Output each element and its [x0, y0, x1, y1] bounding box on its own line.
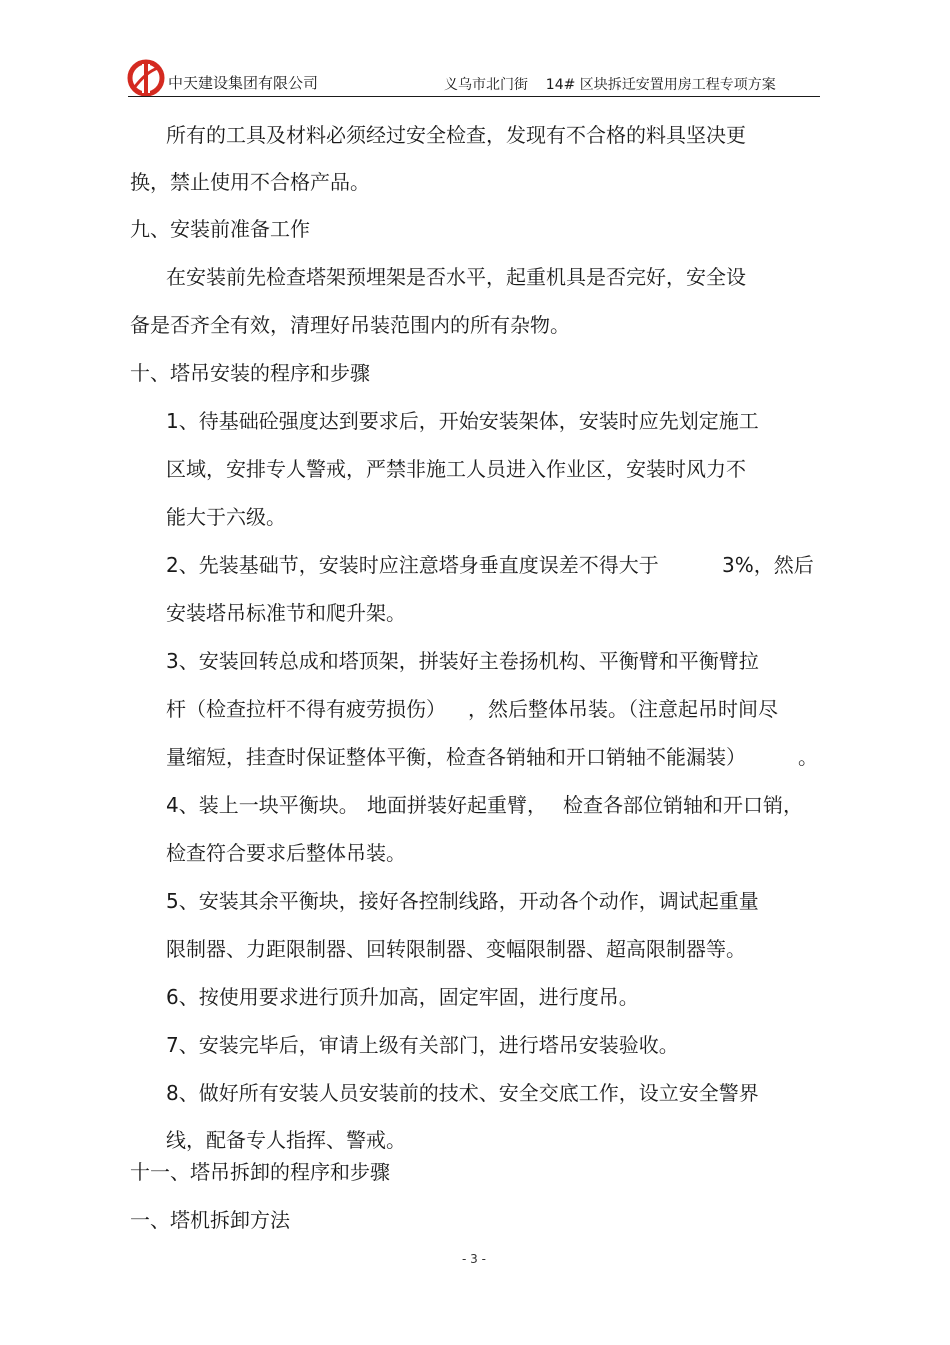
step-1-line: 能大于六级。 — [166, 505, 286, 529]
step-8-line: 8、做好所有安装人员安装前的技术、安全交底工作，设立安全警界 — [166, 1081, 759, 1105]
company-logo — [126, 58, 166, 98]
step-2-line: 3%，然后 — [722, 553, 814, 577]
step-6-line: 6、按使用要求进行顶升加高，固定牢固，进行度吊。 — [166, 985, 639, 1009]
step-2-line: 2、先装基础节，安装时应注意塔身垂直度误差不得大于 — [166, 553, 659, 577]
body-line: 在安装前先检查塔架预埋架是否水平，起重机具是否完好，安全设 — [166, 265, 746, 289]
step-3-line: 3、安装回转总成和塔顶架，拼装好主卷扬机构、平衡臂和平衡臂拉 — [166, 649, 759, 673]
step-3-line: 杆（检查拉杆不得有疲劳损伤） — [166, 697, 446, 721]
step-4-line: 地面拼装好起重臂， — [367, 793, 547, 817]
subsection-heading: 一、塔机拆卸方法 — [130, 1208, 290, 1232]
header-divider — [128, 96, 820, 97]
step-3-line: 。 — [798, 745, 818, 769]
step-5-line: 5、安装其余平衡块，接好各控制线路，开动各个动作，调试起重量 — [166, 889, 759, 913]
step-8-line: 线，配备专人指挥、警戒。 — [166, 1128, 406, 1152]
step-4-line: 检查符合要求后整体吊装。 — [166, 841, 406, 865]
step-4-line: 4、装上一块平衡块。 — [166, 793, 359, 817]
step-4-line: 检查各部位销轴和开口销， — [563, 793, 803, 817]
logo-mark-icon — [126, 58, 166, 98]
step-1-line: 区域，安排专人警戒，严禁非施工人员进入作业区，安装时风力不 — [166, 457, 746, 481]
section-heading-9: 九、安装前准备工作 — [130, 217, 310, 241]
body-line: 换，禁止使用不合格产品。 — [130, 170, 370, 194]
page-number: - 3 - — [462, 1252, 486, 1266]
step-7-line: 7、安装完毕后，审请上级有关部门，进行塔吊安装验收。 — [166, 1033, 679, 1057]
body-line: 备是否齐全有效，清理好吊装范围内的所有杂物。 — [130, 313, 570, 337]
section-heading-10: 十、塔吊安装的程序和步骤 — [130, 361, 370, 385]
header-company-name: 中天建设集团有限公司 — [168, 74, 319, 92]
body-line: 所有的工具及材料必须经过安全检查，发现有不合格的料具坚决更 — [166, 123, 746, 147]
step-5-line: 限制器、力距限制器、回转限制器、变幅限制器、超高限制器等。 — [166, 937, 746, 961]
section-heading-11: 十一、塔吊拆卸的程序和步骤 — [130, 1160, 390, 1184]
step-3-line: ，然后整体吊装。（注意起吊时间尽 — [468, 697, 778, 721]
step-1-line: 1、待基础砼强度达到要求后，开始安装架体，安装时应先划定施工 — [166, 409, 759, 433]
step-3-line: 量缩短，挂查时保证整体平衡，检查各销轴和开口销轴不能漏装） — [166, 745, 746, 769]
step-2-line: 安装塔吊标准节和爬升架。 — [166, 601, 406, 625]
header-project-title: 义乌市北门街 14# 区块拆迁安置用房工程专项方案 — [444, 77, 776, 93]
